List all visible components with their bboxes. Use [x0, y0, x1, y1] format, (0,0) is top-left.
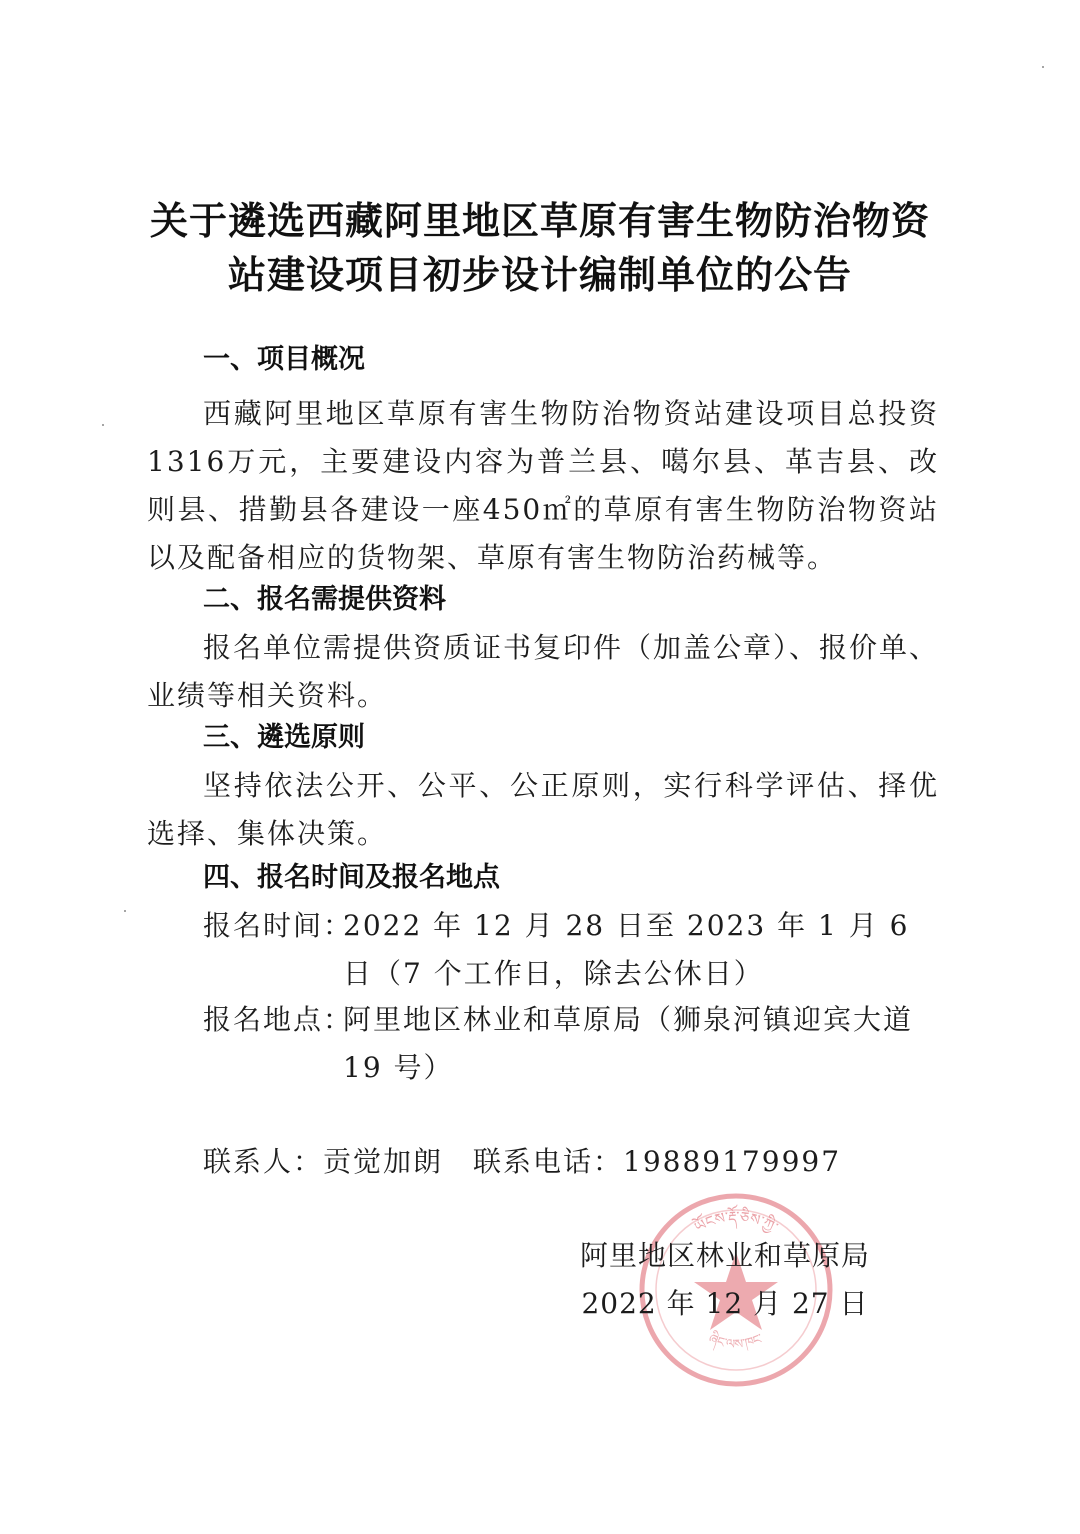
- contact-phone-label: 联系电话：: [473, 1145, 624, 1178]
- registration-time-value: 2022 年 12 月 28 日至 2023 年 1 月 6 日（7 个工作日，除去公休日）: [343, 909, 910, 990]
- svg-text:ཡོངས་རྡོ་ཅིས་ཀྱི་: ཡོངས་རྡོ་ཅིས་ཀྱི་: [691, 1207, 782, 1237]
- registration-time-label: 报名时间：: [203, 909, 354, 942]
- section-body-materials: 报名单位需提供资质证书复印件（加盖公章）、报价单、业绩等相关资料。: [147, 631, 940, 712]
- section-heading-registration: 四、报名时间及报名地点: [203, 862, 500, 893]
- signature-date: 2022 年 12 月 27 日: [581, 1287, 869, 1320]
- scan-speck: [124, 910, 126, 912]
- document-title-line-2: 站建设项目初步设计编制单位的公告: [227, 253, 852, 297]
- document-title-line-1: 关于遴选西藏阿里地区草原有害生物防治物资: [149, 199, 930, 243]
- scan-speck: [1042, 66, 1044, 68]
- signature-organization: 阿里地区林业和草原局: [579, 1239, 870, 1272]
- scan-speck: [102, 424, 104, 426]
- section-heading-overview: 一、项目概况: [203, 344, 365, 375]
- contact-person-label: 联系人：: [203, 1145, 324, 1178]
- registration-place-value: 阿里地区林业和草原局（狮泉河镇迎宾大道 19 号）: [343, 1003, 914, 1084]
- registration-place-label: 报名地点：: [203, 1003, 354, 1036]
- section-body-overview: 西藏阿里地区草原有害生物防治物资站建设项目总投资1316万元，主要建设内容为普兰县、噶尔县、革吉县、改则县、措勤县各建设一座450㎡的草原有害生物防治物资站以及配备相应的货物架、草原有害生物防治药械等。: [147, 397, 939, 574]
- section-heading-materials: 二、报名需提供资料: [203, 584, 446, 615]
- section-heading-principles: 三、遴选原则: [203, 722, 365, 753]
- contact-line: [203, 1138, 841, 1186]
- contact-phone-number: 19889179997: [623, 1145, 842, 1178]
- contact-person-name: 贡觉加朗: [323, 1145, 444, 1178]
- svg-text:ཞིང་ལས་ཁང་: ཞིང་ལས་ཁང་: [705, 1331, 767, 1353]
- section-body-principles: 坚持依法公开、公平、公正原则，实行科学评估、择优选择、集体决策。: [147, 769, 939, 850]
